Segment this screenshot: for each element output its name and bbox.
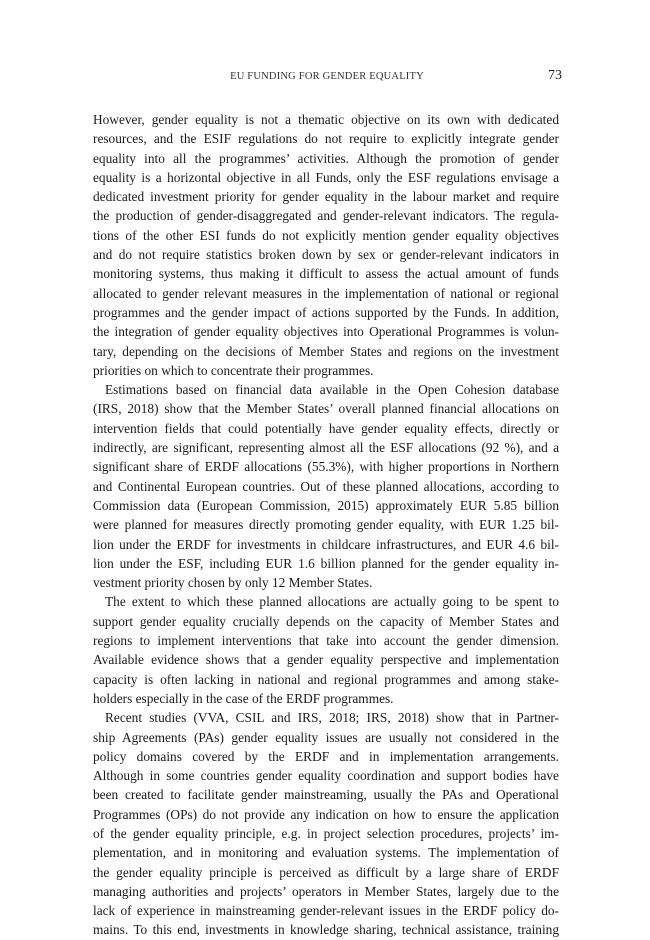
text-line: The extent to which these planned allocations are actually going to be spent to [105,594,559,610]
text-line: resources, and the ESIF regulations do not require to explicitly integrate gender [93,131,559,147]
text-line: policy domains covered by the ERDF and in implementation arrangements. [93,748,559,764]
text-line: of the gender equality principle, e.g. in project selection procedures, projects’ im- [93,825,559,841]
text-line: lack of experience in mainstreaming gender-relevant issues in the ERDF policy do- [93,903,559,919]
text-line: monitoring systems, thus making it difficult to assess the actual amount of funds [93,266,559,282]
text-line: equality is a horizontal objective in all Funds, only the ESF regulations envisage a [93,169,559,185]
text-line: intervention fields that could potentially have gender equality effects, directly or [93,420,559,436]
text-line: ship Agreements (PAs) gender equality issues are usually not considered in the [93,729,559,745]
text-line: equality into all the programmes’ activities. Although the promotion of gender [93,150,559,166]
text-line: plementation, and in monitoring and evaluation systems. The implementation of [93,845,559,861]
text-line: programmes and the gender impact of actions supported by the Funds. In addition, [93,304,559,320]
text-line: tary, depending on the decisions of Member States and regions on the investment [93,343,559,359]
text-line: lion under the ERDF for investments in childcare infrastructures, and EUR 4.6 bil- [93,536,559,552]
body-text [93,110,559,940]
text-line: Commission data (European Commission, 2015) approximately EUR 5.85 billion [93,497,559,513]
text-line: priorities on which to concentrate their programmes. [93,362,374,378]
text-line: tions of the other ESI funds do not explicitly mention gender equality objectives [93,227,559,243]
text-line: allocated to gender relevant measures in the implementation of national or regional [93,285,559,301]
text-line: and do not require statistics broken down by sex or gender-relevant indicators in [93,247,559,263]
paragraph [93,380,559,592]
text-line: Estimations based on financial data available in the Open Cohesion database [105,382,559,398]
text-line: indirectly, are significant, representing almost all the ESF allocations (92 %), and a [93,440,559,456]
text-line: were planned for measures directly promoting gender equality, with EUR 1.25 bil- [93,517,559,533]
paragraph [93,708,559,940]
text-line: been created to facilitate gender mainstreaming, usually the PAs and Operational [93,787,559,803]
text-line: managing authorities and projects’ operators in Member States, largely due to the [93,883,559,899]
text-line: Although in some countries gender equality coordination and support bodies have [93,768,559,784]
text-line: regions to implement interventions that take into account the gender dimension. [93,633,559,649]
page-number: 73 [548,68,562,83]
text-line: the gender equality principle is perceived as difficult by a large share of ERDF [93,864,559,880]
running-title: EU FUNDING FOR GENDER EQUALITY [230,71,424,82]
text-line: dedicated investment priority for gender equality in the labour market and require [93,189,559,205]
text-line: capacity is often lacking in national and regional programmes and among stake- [93,671,559,687]
running-header [92,68,562,90]
text-line: support gender equality crucially depends on the capacity of Member States and [93,613,559,629]
text-line: (IRS, 2018) show that the Member States’ overall planned financial allocations on [93,401,559,417]
text-line: holders especially in the case of the ERDF programmes. [93,690,394,706]
text-line: and Continental European countries. Out of these planned allocations, according to [93,478,559,494]
text-line: the production of gender-disaggregated and gender-relevant indicators. The regula- [93,208,559,224]
text-line: vestment priority chosen by only 12 Member States. [93,575,373,591]
paragraph [93,592,559,708]
text-line: Programmes (OPs) do not provide any indication on how to ensure the application [93,806,559,822]
text-line: lion under the ESF, including EUR 1.6 billion planned for the gender equality in- [93,555,559,571]
text-line: mains. To this end, investments in knowledge sharing, technical assistance, training [93,922,559,938]
text-line: Available evidence shows that a gender equality perspective and implementation [93,652,559,668]
text-line: However, gender equality is not a thematic objective on its own with dedicated [93,112,559,127]
text-line: the integration of gender equality objectives into Operational Programmes is volun- [93,324,559,340]
paragraph [93,110,559,380]
text-line: significant share of ERDF allocations (55.3%), with higher proportions in Northern [93,459,559,475]
text-line: Recent studies (VVA, CSIL and IRS, 2018; IRS, 2018) show that in Partner- [105,710,559,726]
